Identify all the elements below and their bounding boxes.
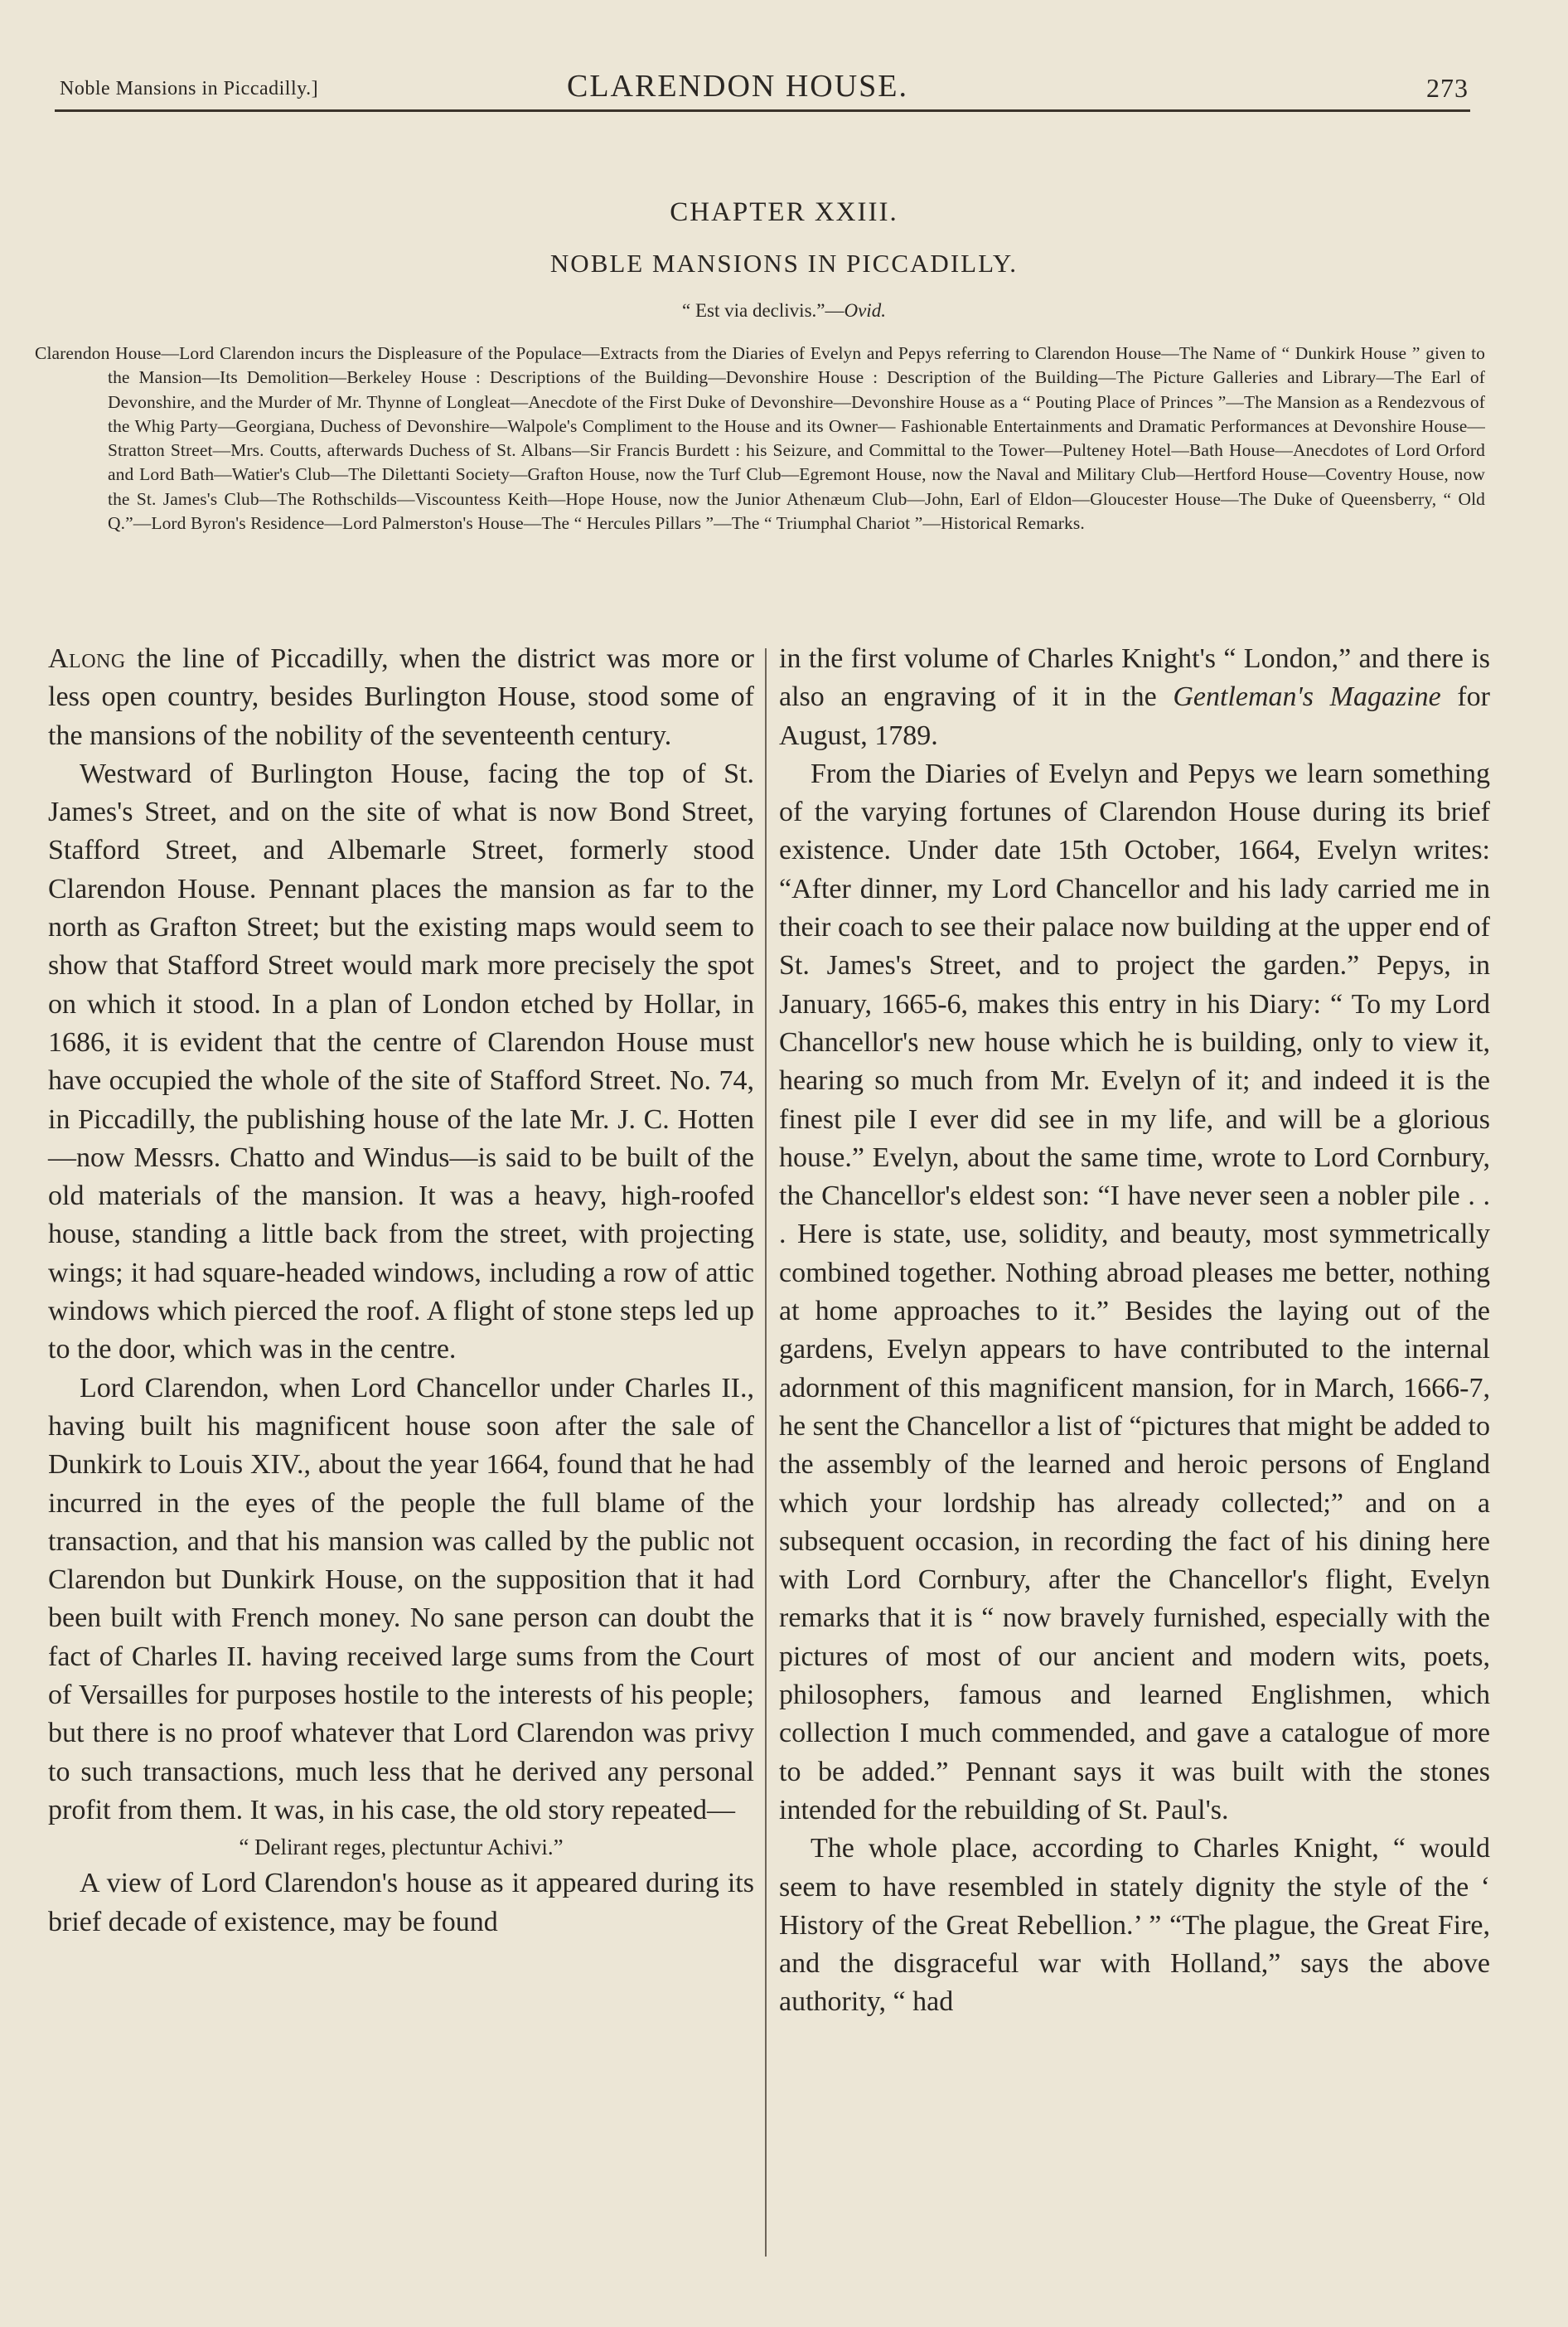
epigraph	[0, 300, 1568, 322]
left-column	[48, 640, 754, 1942]
synopsis-text: Clarendon House—Lord Clarendon incurs the Displeasure of the Populace—Extracts from the Diaries of Evelyn and Pepys referring to Clarendon House—The Name of “ Dunkirk House ” given to the Mansion—Its Demolition—Berkeley House : Descriptions of the Building—Devonshire House : Description of the Building—The Picture Galleries and Library—The Earl of Devonshire, and the Murder of Mr. Thynne of Longleat—Anecdote of the First Duke of Devonshire—Devonshire House as a “ Pouting Place of Princes ”—The Mansion as a Rendezvous of the Whig Party—Georgiana, Duchess of Devonshire—Walpole's Compliment to the House and its Owner— Fashionable Entertainments and Dramatic Performances at Devonshire House—Stratton Street—Mrs. Coutts, afterwards Duchess of St. Albans—Sir Francis Burdett : his Seizure, and Committal to the Tower—Pulteney Hotel—Bath House—Anecdotes of Lord Orford and Lord Bath—Watier's Club—The Dilettanti Society—Grafton House, now the Turf Club—Egremont House, now the Naval and Military Club—Hertford House—Coventry House, now the St. James's Club—The Rothschilds—Viscountess Keith—Hope House, now the Junior Athenæum Club—John, Earl of Eldon—Gloucester House—The Duke of Queensberry, “ Old Q.”—Lord Byron's Residence—Lord Palmerston's House—The “ Hercules Pillars ”—The “ Triumphal Chariot ”—Historical Remarks.	[35, 343, 1485, 534]
column-divider	[765, 648, 767, 2257]
paragraph: From the Diaries of Evelyn and Pepys we learn something of the varying fortunes of Clarendon House during its brief existence. Under date 15th October, 1664, Evelyn writes: “After dinner, my Lord Chancellor and his lady carried me in their coach to see their palace now building at the upper end of St. James's Street, and to project the garden.” Pepys, in January, 1665-6, makes this entry in his Diary: “ To my Lord Chancellor's new house which he is building, only to view it, hearing so much from Mr. Evelyn of it; and indeed it is the finest pile I ever did see in my life, and will be a glorious house.” Evelyn, about the same time, wrote to Lord Cornbury, the Chancellor's eldest son: “I have never seen a nobler pile . . . Here is state, use, solidity, and beauty, most symmetrically combined together. Nothing abroad pleases me better, nothing at home approaches to it.” Besides the laying out of the gardens, Evelyn appears to have contributed to the internal adornment of this magnificent mansion, for in March, 1666-7, he sent the Chancellor a list of “pictures that might be added to the assembly of the learned and heroic persons of England which your lordship has already collected;” and on a subsequent occasion, in recording the fact of his dining here with Lord Cornbury, after the Chancellor's flight, Evelyn remarks that it is “ now bravely furnished, especially with the pictures of most of our ancient and modern wits, poets, philosophers, famous and learned Englishmen, which collection I much commended, and gave a catalogue of more to be added.” Pennant says it was built with the stones intended for the rebuilding of St. Paul's.	[779, 758, 1490, 1825]
running-head-section: Noble Mansions in Piccadilly.]	[60, 78, 319, 99]
paragraph	[779, 640, 1490, 755]
drop-lead: Along	[48, 643, 126, 674]
paragraph-text: for August, 1789.	[779, 681, 1490, 751]
paragraph: A view of Lord Clarendon's house as it appeared during its brief decade of existence, may be found	[48, 1868, 754, 1937]
paragraph-text: in the first volume of Charles Knight's “ London,” and there is also an engraving of it in the	[779, 643, 1490, 713]
running-head-title: CLARENDON HOUSE.	[567, 69, 908, 104]
page-number: 273	[1426, 73, 1469, 103]
epigraph-quote: “ Est via declivis.”—	[682, 300, 844, 321]
epigraph-source: Ovid.	[844, 300, 886, 321]
paragraph	[48, 640, 754, 755]
verse-quote: “ Delirant reges, plectuntur Achivi.”	[239, 1835, 564, 1860]
chapter-title: NOBLE MANSIONS IN PICCADILLY.	[549, 249, 1019, 278]
chapter-synopsis	[35, 342, 1485, 536]
header-rule	[55, 109, 1470, 112]
right-column	[779, 640, 1490, 2022]
paragraph: The whole place, according to Charles Knight, “ would seem to have resembled in stately dignity the style of the ‘ History of the Great Rebellion.’ ” “The plague, the Great Fire, and the disgraceful war with Holland,” says the above authority, “ had	[779, 1833, 1490, 2018]
chapter-number: CHAPTER XXIII.	[670, 197, 898, 227]
paragraph-text: the line of Piccadilly, when the district was more or less open country, besides Burlington House, stood some of the mansions of the nobility of the seventeenth century.	[48, 643, 754, 751]
periodical-title: Gentleman's Magazine	[1173, 681, 1441, 713]
paragraph: Lord Clarendon, when Lord Chancellor under Charles II., having built his magnificent house soon after the sale of Dunkirk to Louis XIV., about the year 1664, found that he had incurred in the eyes of the people the full blame of the transaction, and that his mansion was called by the public not Clarendon but Dunkirk House, on the supposition that it had been built with French money. No sane person can doubt the fact of Charles II. having received large sums from the Court of Versailles for purposes hostile to the interests of his people; but there is no proof whatever that Lord Clarendon was privy to such transactions, much less that he derived any personal profit from them. It was, in his case, the old story repeated—	[48, 1372, 754, 1825]
paragraph: Westward of Burlington House, facing the top of St. James's Street, and on the site of what is now Bond Street, Stafford Street, and Albemarle Street, formerly stood Clarendon House. Pennant places the mansion as far to the north as Grafton Street; but the existing maps would seem to show that Stafford Street would mark more precisely the spot on which it stood. In a plan of London etched by Hollar, in 1686, it is evident that the centre of Clarendon House must have occupied the whole of the site of Stafford Street. No. 74, in Piccadilly, the publishing house of the late Mr. J. C. Hotten—now Messrs. Chatto and Windus—is said to be built of the old materials of the mansion. It was a heavy, high-roofed house, standing a little back from the street, with projecting wings; it had square-headed windows, including a row of attic windows which pierced the roof. A flight of stone steps led up to the door, which was in the centre.	[48, 758, 754, 1365]
